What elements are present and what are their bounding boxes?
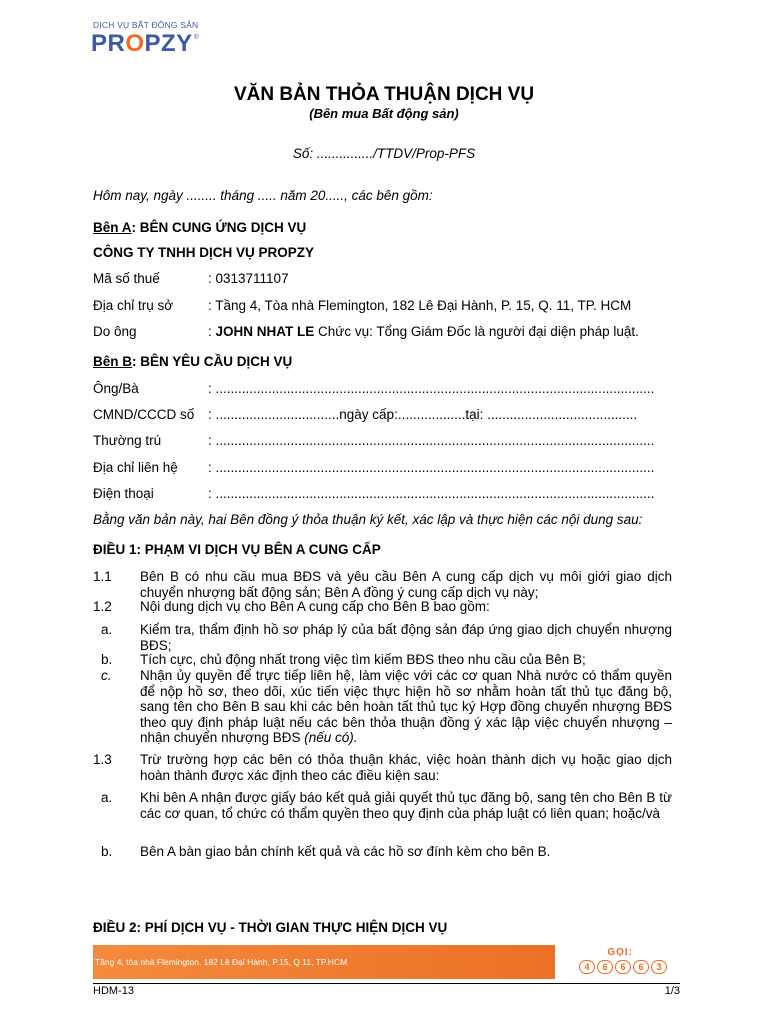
field-value: : 0313711107: [208, 271, 289, 286]
party-a-company: CÔNG TY TNHH DỊCH VỤ PROPZY: [93, 245, 315, 260]
item-text: Khi bên A nhận được giấy báo kết quả giải quyết thủ tục đăng bộ, sang tên cho Bên B từ các cơ quan, tổ chức có thẩm quyền theo quy định của pháp luật có liên quan; hoặc/và: [140, 790, 672, 821]
field-label: Do ông: [93, 324, 137, 339]
item-text: Nhận ủy quyền để trực tiếp liên hệ, làm việc với các cơ quan Nhà nước có thẩm quyền để nộp hồ sơ, theo dõi, xúc tiến việc thực hiện hồ sơ nhằm hoàn tất thủ tục đăng bộ, sang tên cho Bên B sau khi các bên hoàn tất thủ tục ký Hợp đồng chuyển nhượng BĐS theo quy định pháp luật nếu các bên thỏa thuận đồng ý xác lập việc chuyển nhượng – nhận chuyển nhượng BĐS (nếu có).: [140, 668, 672, 745]
field-value: : .....................................................................................................................: [208, 486, 655, 501]
field-label: Thường trú: [93, 433, 162, 448]
document-subtitle: (Bên mua Bất động sản): [309, 106, 459, 121]
hotline-digit: 4: [579, 960, 595, 974]
article-1-title: ĐIỀU 1: PHẠM VI DỊCH VỤ BÊN A CUNG CẤP: [93, 542, 381, 557]
item-text: Bên B có nhu cầu mua BĐS và yêu cầu Bên A cung cấp dịch vụ môi giới giao dịch chuyển nhượng bất động sản; Bên A đồng ý cung cấp dịch vụ này;: [140, 569, 672, 600]
hotline-digit: 3: [651, 960, 667, 974]
footer-address: Tầng 4, tòa nhà Flemington, 182 Lê Đại Hành, P.15, Q.11, TP.HCM: [95, 957, 348, 967]
item-number: 1.3: [93, 752, 112, 767]
field-label: Điện thoại: [93, 486, 154, 501]
footer-banner: [93, 945, 673, 979]
field-value: : .....................................................................................................................: [208, 460, 655, 475]
hotline-label: GỌI:: [607, 947, 633, 958]
hotline-digit: 6: [597, 960, 613, 974]
item-text: Bên A bàn giao bản chính kết quả và các hồ sơ đính kèm cho bên B.: [140, 844, 551, 859]
hotline-box: [555, 945, 673, 979]
document-number: Số: .............../TTDV/Prop-PFS: [292, 146, 476, 161]
intro-line: Hôm nay, ngày ........ tháng ..... năm 20....., các bên gồm:: [93, 188, 433, 203]
field-value: : JOHN NHAT LE Chức vụ: Tổng Giám Đốc là người đại diện pháp luật.: [208, 324, 639, 339]
field-label: CMND/CCCD số: [93, 407, 195, 422]
propzy-logo: PROPZY®: [91, 30, 200, 57]
page-number: 1/3: [664, 985, 680, 997]
document-title: VĂN BẢN THỎA THUẬN DỊCH VỤ: [233, 84, 535, 105]
field-value: : Tầng 4, Tòa nhà Flemington, 182 Lê Đại Hành, P. 15, Q. 11, TP. HCM: [208, 298, 632, 313]
field-label: Mã số thuế: [93, 271, 160, 286]
item-number: b.: [101, 844, 113, 859]
logo-tagline: DỊCH VỤ BẤT ĐỘNG SẢN: [93, 20, 199, 30]
item-text: Nội dung dịch vụ cho Bên A cung cấp cho Bên B bao gồm:: [140, 599, 490, 614]
item-number: a.: [101, 622, 113, 637]
party-a-heading: Bên A: BÊN CUNG ỨNG DỊCH VỤ: [93, 220, 307, 235]
item-number: 1.1: [93, 569, 112, 584]
representative-name: JOHN NHAT LE: [215, 324, 315, 339]
footer-divider: [93, 983, 680, 984]
item-text: Trừ trường hợp các bên có thỏa thuận khác, việc hoàn thành dịch vụ hoặc giao dịch hoàn thành được xác định theo các điều kiện sau:: [140, 752, 672, 783]
item-text: Kiểm tra, thẩm định hồ sơ pháp lý của bất động sản đáp ứng giao dịch chuyển nhượng BĐS;: [140, 622, 672, 653]
party-b-heading: Bên B: BÊN YÊU CẦU DỊCH VỤ: [93, 354, 293, 369]
agreement-statement: Bằng văn bản này, hai Bên đồng ý thỏa thuận ký kết, xác lập và thực hiện các nội dung sau:: [93, 512, 643, 527]
item-number: b.: [101, 652, 113, 667]
hotline-digit: 6: [633, 960, 649, 974]
item-number: a.: [101, 790, 113, 805]
item-text: Tích cực, chủ động nhất trong việc tìm kiếm BĐS theo nhu cầu của Bên B;: [140, 652, 586, 667]
hotline-digit: 6: [615, 960, 631, 974]
field-value: : .....................................................................................................................: [208, 381, 655, 396]
hotline-digits: [579, 960, 667, 974]
field-label: Địa chỉ liên hệ: [93, 460, 178, 475]
item-number: c.: [101, 668, 112, 683]
item-number: 1.2: [93, 599, 112, 614]
field-label: Địa chỉ trụ sở: [93, 298, 174, 313]
field-value: : .....................................................................................................................: [208, 433, 655, 448]
article-2-title: ĐIỀU 2: PHÍ DỊCH VỤ - THỜI GIAN THỰC HIỆN DỊCH VỤ: [93, 920, 448, 935]
field-value: : .................................ngày cấp:..................tại: ........................................: [208, 407, 638, 422]
field-label: Ông/Bà: [93, 381, 139, 396]
document-code: HDM-13: [93, 985, 134, 997]
